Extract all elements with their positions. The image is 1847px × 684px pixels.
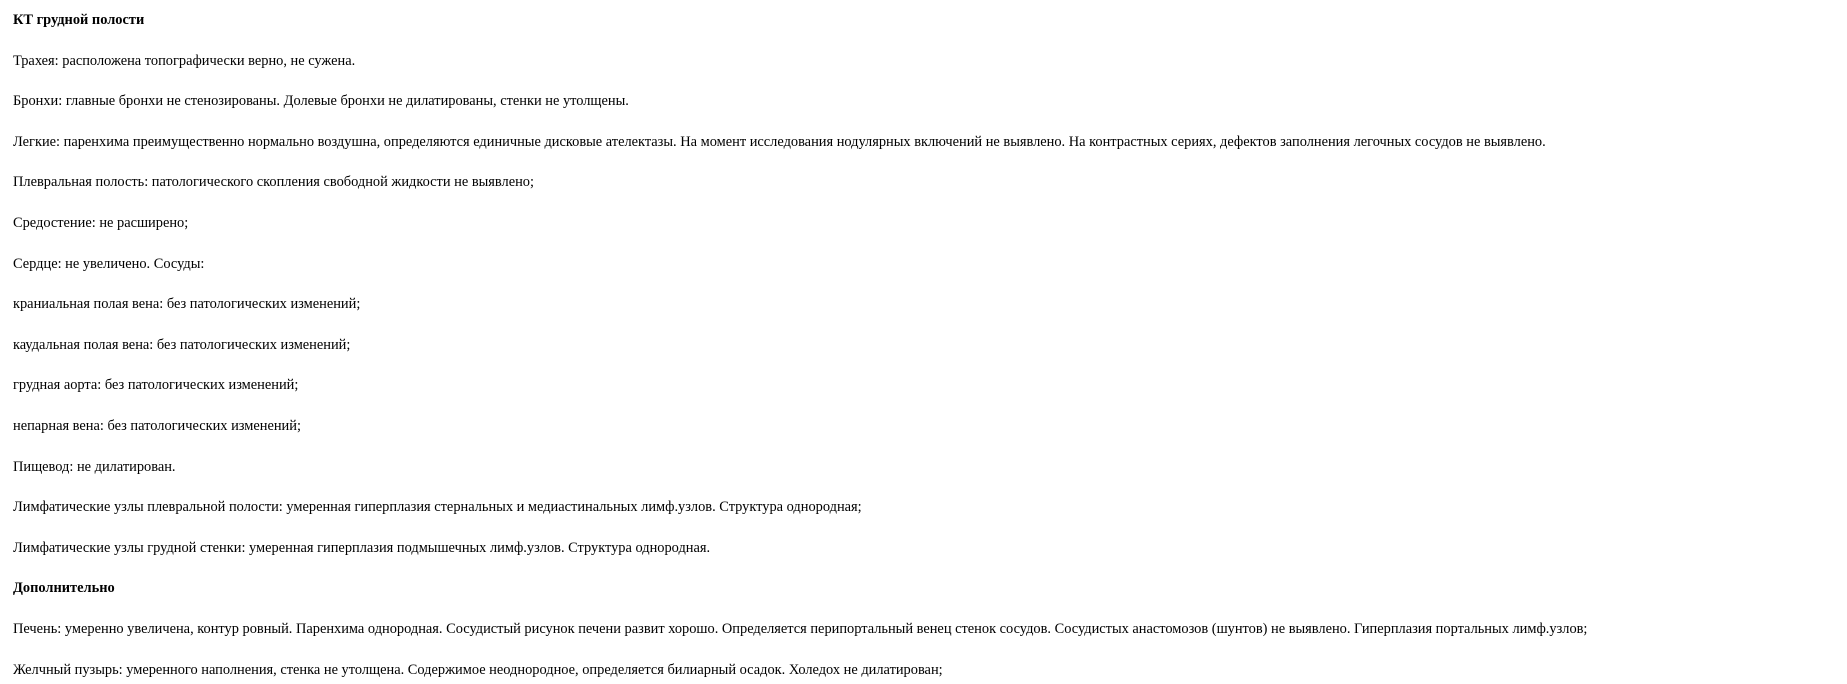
gallbladder-finding: Желчный пузырь: умеренного наполнения, стенка не утолщена. Содержимое неоднородное, определяется билиарный осадок. Холедох не дилатирован; xyxy=(13,661,943,678)
trachea-finding: Трахея: расположена топографически верно, не сужена. xyxy=(13,52,356,69)
chest-wall-lymph-nodes-finding: Лимфатические узлы грудной стенки: умеренная гиперплазия подмышечных лимф.узлов. Структура однородная. xyxy=(13,539,711,556)
pleural-lymph-nodes-finding: Лимфатические узлы плевральной полости: умеренная гиперплазия стернальных и медиастинальных лимф.узлов. Структура однородная; xyxy=(13,499,862,516)
bronchi-finding: Бронхи: главные бронхи не стенозированы. Долевые бронхи не дилатированы, стенки не утолщены. xyxy=(13,93,629,110)
section-heading-additional: Дополнительно xyxy=(13,580,115,597)
caudal-vena-cava-finding: каудальная полая вена: без патологических изменений; xyxy=(13,336,351,353)
lungs-finding: Легкие: паренхима преимущественно нормально воздушна, определяются единичные дисковые ателектазы. На момент исследования нодулярных включений не выявлено. На контрастных сериях, дефектов заполнения легочных сосудов не выявлено. xyxy=(13,133,1546,150)
azygos-vein-finding: непарная вена: без патологических изменений; xyxy=(13,417,301,434)
pleural-cavity-finding: Плевральная полость: патологического скопления свободной жидкости не выявлено; xyxy=(13,174,534,191)
section-heading-ct-chest: КТ грудной полости xyxy=(13,12,145,28)
esophagus-finding: Пищевод: не дилатирован. xyxy=(13,458,176,475)
cranial-vena-cava-finding: краниальная полая вена: без патологических изменений; xyxy=(13,296,361,313)
liver-finding: Печень: умеренно увеличена, контур ровный. Паренхима однородная. Сосудистый рисунок печени развит хорошо. Определяется перипортальный венец стенок сосудов. Сосудистых анастомозов (шунтов) не выявлено. Гиперплазия портальных лимф.узлов; xyxy=(13,620,1588,637)
mediastinum-finding: Средостение: не расширено; xyxy=(13,214,189,231)
thoracic-aorta-finding: грудная аорта: без патологических изменений; xyxy=(13,377,299,394)
heart-finding: Сердце: не увеличено. Сосуды: xyxy=(13,255,205,272)
